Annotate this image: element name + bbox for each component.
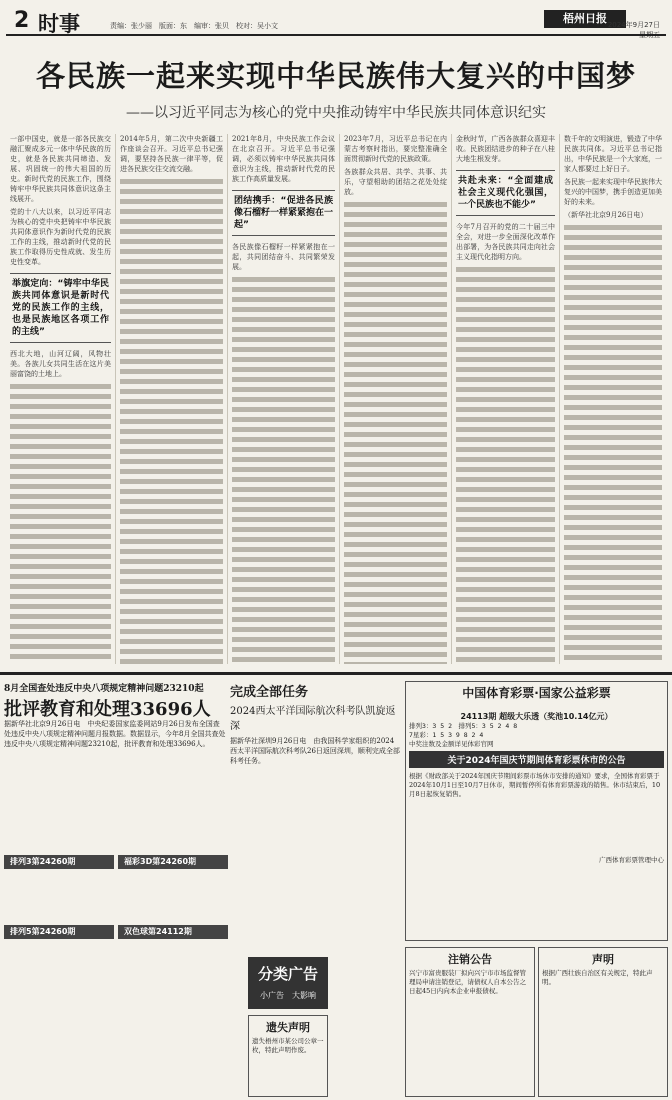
brief-kicker: 8月全国查处违反中央八项规定精神问题23210起 [4,684,204,694]
statement-body: 根据广西壮族自治区有关规定，特此声明。 [542,969,653,986]
lottery-line: 排列3：3 5 2 排列5：3 5 2 4 8 [409,722,518,730]
classified-title: 分类广告 [257,965,318,983]
paragraph: 今年7月召开的党的二十届三中全会，对进一步全面深化改革作出部署，为各民族共同走向社会主义现代化指明方向。 [456,223,555,261]
section-subhead: 共赴未来：“全面建成社会主义现代化强国，一个民族也不能少” [456,170,555,216]
lottery-bar-3: 福彩3D第24260期 [118,855,228,869]
paragraph: 数千年的文明演进，锻造了中华民族共同体。习近平总书记指出，中华民族是一个大家庭，一家人都要过上好日子。 [564,135,662,173]
lottery-line: 7星彩：1 5 3 9 8 2 4 [409,731,484,739]
issue-date: 2024年9月27日 [607,21,660,29]
paragraph: 各民族一起来实现中华民族伟大复兴的中国梦，携手创造更加美好的未来。 [564,178,662,206]
classified-subtitle: 小广告 大影响 [260,991,316,1000]
paragraph: 各族群众共居、共学、共事、共乐，守望相助的团结之花处处绽放。 [344,168,447,196]
article-column-6 [560,134,666,664]
deregistration-notice [405,947,535,1097]
section-title: 时事 [38,12,80,36]
lottery-bar-2: 排列5第24260期 [4,925,114,939]
paragraph: 金秋时节，广西各族群众喜迎丰收。民族团结进步的种子在八桂大地生根发芽。 [456,135,555,163]
brief-body: 据新华社北京9月26日电 中央纪委国家监委网站9月26日发布全国查处违反中央八项规定精神问题月报数据。数据显示，今年8月全国共查处违反中央八项规定精神问题23210起，批评教育和处理33696人。 [4,720,226,748]
section-subhead: 团结携手：“促进各民族像石榴籽一样紧紧抱在一起” [232,190,335,236]
lottery-bar-1: 排列3第24260期 [4,855,114,869]
lottery-box [405,681,668,941]
dateline: （新华社北京9月26日电） [564,211,648,219]
paragraph: 2014年5月，第二次中央新疆工作座谈会召开。习近平总书记强调，要坚持各民族一律平等，促进各民族交往交流交融。 [120,135,223,173]
notice-title: 注销公告 [448,953,492,966]
notice-body: 兴宁市富贵服装厂拟向兴宁市市场监督管理局申请注销登记，请债权人自本公告之日起45日内向本企业申报债权。 [409,969,526,995]
lottery-notice-body: 根据《财政部关于2024年国庆节期间彩票市场休市安排的通知》要求，全国体育彩票于2024年10月1日至10月7日休市，期间暂停所有体育彩票游戏的销售。休市结束后，10月8日起恢复销售。 [409,772,661,798]
lottery-title: 中国体育彩票·国家公益彩票 [462,686,611,700]
paragraph: 2021年8月，中央民族工作会议在北京召开。习近平总书记强调，必须以铸牢中华民族共同体意识为主线，推动新时代党的民族工作高质量发展。 [232,135,335,183]
lost-notice [248,1015,328,1097]
lottery-bar-4: 双色球第24112期 [118,925,228,939]
page-number: 2 [14,8,30,33]
article-column-4 [340,134,452,664]
paragraph: 西北大地，山河辽阔，风物壮美。各族儿女共同生活在这片美丽富饶的土地上。 [10,350,111,378]
lost-title: 遗失声明 [266,1021,310,1034]
lottery-notice-bar: 关于2024年国庆节期间体育彩票休市的公告 [409,751,664,768]
paragraph: 一部中国史，就是一部各民族交融汇聚成多元一体中华民族的历史，就是各民族共同缔造、发展、巩固统一的伟大祖国的历史。新时代党的民族工作，围绕铸牢中华民族共同体意识这条主线展开。 [10,135,111,203]
article-column-2 [116,134,228,664]
article-column-1 [6,134,116,664]
statement-title: 声明 [592,953,614,966]
page-header [6,6,666,39]
lottery-footer: 广西体育彩票管理中心 [599,856,664,864]
paragraph: 各民族像石榴籽一样紧紧抱在一起，共同团结奋斗、共同繁荣发展。 [232,243,335,271]
lottery-line: 中奖注数及金额详见体彩官网 [409,740,494,748]
lottery-draw: 24113期 超级大乐透（奖池10.14亿元） [460,712,613,721]
classified-banner [248,957,328,1009]
text-filler [120,177,223,664]
editors-line: 责编：张少丽 版面：东 编审：张贝 校对：吴小文 [110,22,278,30]
text-filler [344,200,447,664]
article-column-5 [452,134,560,664]
newspaper-logo: 梧州日报 [544,10,626,28]
section-subhead: 举旗定向：“铸牢中华民族共同体意识是新时代党的民族工作的主线，也是民族地区各项工作的主线” [10,273,111,343]
expedition-subtitle: 2024西太平洋国际航次科考队凯旋返深 [230,706,396,732]
issue-weekday: 星期五 [639,31,660,39]
text-filler [10,382,111,664]
text-filler [564,223,662,664]
expedition-title: 完成全部任务 [230,685,309,700]
main-subheadline: ——以习近平同志为核心的党中央推动铸牢中华民族共同体意识纪实 [126,105,546,121]
paragraph: 党的十八大以来，以习近平同志为核心的党中央把铸牢中华民族共同体意识作为新时代党的民族工作的主线，推动新时代党的民族工作取得历史性成就、发生历史性变革。 [10,208,111,266]
text-filler [456,265,555,664]
main-headline: 各民族一起来实现中华民族伟大复兴的中国梦 [35,59,636,93]
expedition-body: 据新华社深圳9月26日电 由我国科学家组织的2024西太平洋国际航次科考队26日返回深圳，顺利完成全部科考任务。 [230,737,400,765]
bottom-section [0,672,672,1100]
lost-body: 遗失梧州市某公司公章一枚，特此声明作废。 [252,1037,324,1054]
statement-notice [538,947,668,1097]
expedition-article [230,681,400,856]
article-column-3 [228,134,340,664]
brief-title: 批评教育和处理33696人 [4,699,211,720]
paragraph: 2023年7月，习近平总书记在内蒙古考察时指出，要完整准确全面贯彻新时代党的民族政策。 [344,135,447,163]
text-filler [232,275,335,664]
